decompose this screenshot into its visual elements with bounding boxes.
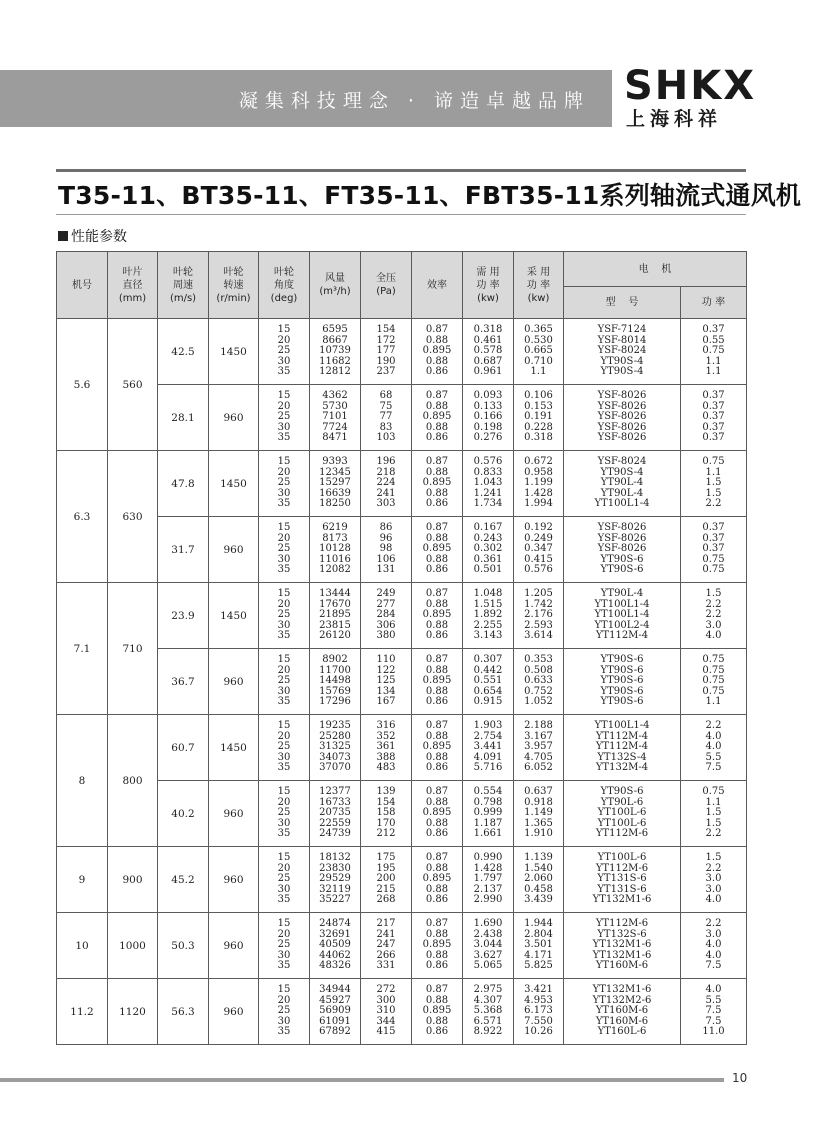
cell-angles: 15 20 25 30 35 <box>259 583 310 649</box>
cell-required-power: 0.990 1.428 1.797 2.137 2.990 <box>463 847 514 913</box>
cell-machine-no: 9 <box>57 847 108 913</box>
header-motor: 电 机 <box>564 252 747 287</box>
cell-airflow: 8902 11700 14498 15769 17296 <box>310 649 361 715</box>
table-row <box>57 319 747 385</box>
square-bullet-icon <box>58 231 68 241</box>
cell-machine-no: 6.3 <box>57 451 108 583</box>
cell-efficiency: 0.87 0.88 0.895 0.88 0.86 <box>412 715 463 781</box>
cell-impeller-speed: 45.2 <box>158 847 209 913</box>
cell-impeller-speed: 42.5 <box>158 319 209 385</box>
cell-angles: 15 20 25 30 35 <box>259 451 310 517</box>
header-machine-no: 机号 <box>57 252 108 319</box>
table-row <box>57 583 747 649</box>
header-required-power: 需 用 功 率 (kw) <box>463 252 514 319</box>
cell-rotation: 1450 <box>209 715 259 781</box>
cell-motor-model: YSF-8026 YSF-8026 YSF-8026 YSF-8026 YSF-8026 <box>564 385 681 451</box>
cell-adopted-power: 3.421 4.953 6.173 7.550 10.26 <box>514 979 564 1045</box>
cell-adopted-power: 1.139 1.540 2.060 0.458 3.439 <box>514 847 564 913</box>
cell-angles: 15 20 25 30 35 <box>259 979 310 1045</box>
cell-pressure: 139 154 158 170 212 <box>361 781 412 847</box>
cell-pressure: 110 122 125 134 167 <box>361 649 412 715</box>
cell-efficiency: 0.87 0.88 0.895 0.88 0.86 <box>412 583 463 649</box>
table-row <box>57 517 747 583</box>
cell-blade-diameter: 1120 <box>108 979 158 1045</box>
header-slogan: 凝集科技理念 · 谛造卓越品牌 <box>238 90 590 112</box>
cell-required-power: 1.690 2.438 3.044 3.627 5.065 <box>463 913 514 979</box>
cell-angles: 15 20 25 30 35 <box>259 517 310 583</box>
header-angle: 叶轮 角度 (deg) <box>259 252 310 319</box>
header-airflow: 风量 (m³/h) <box>310 252 361 319</box>
cell-angles: 15 20 25 30 35 <box>259 913 310 979</box>
cell-adopted-power: 0.106 0.153 0.191 0.228 0.318 <box>514 385 564 451</box>
cell-blade-diameter: 1000 <box>108 913 158 979</box>
cell-efficiency: 0.87 0.88 0.895 0.88 0.86 <box>412 385 463 451</box>
cell-motor-power: 4.0 5.5 7.5 7.5 11.0 <box>681 979 747 1045</box>
cell-airflow: 6219 8173 10128 11016 12082 <box>310 517 361 583</box>
footer-rule <box>0 1078 724 1082</box>
cell-rotation: 960 <box>209 781 259 847</box>
cell-pressure: 249 277 284 306 380 <box>361 583 412 649</box>
cell-required-power: 0.167 0.243 0.302 0.361 0.501 <box>463 517 514 583</box>
cell-rotation: 960 <box>209 847 259 913</box>
header-pressure: 全压 (Pa) <box>361 252 412 319</box>
page-title: T35-11、BT35-11、FT35-11、FBT35-11系列轴流式通风机 <box>58 181 802 210</box>
cell-adopted-power: 1.205 1.742 2.176 2.593 3.614 <box>514 583 564 649</box>
cell-motor-power: 2.2 3.0 4.0 4.0 7.5 <box>681 913 747 979</box>
cell-adopted-power: 0.365 0.530 0.665 0.710 1.1 <box>514 319 564 385</box>
cell-motor-power: 1.5 2.2 3.0 3.0 4.0 <box>681 847 747 913</box>
cell-required-power: 1.048 1.515 1.892 2.255 3.143 <box>463 583 514 649</box>
cell-angles: 15 20 25 30 35 <box>259 319 310 385</box>
cell-adopted-power: 0.637 0.918 1.149 1.365 1.910 <box>514 781 564 847</box>
table-row <box>57 649 747 715</box>
cell-airflow: 34944 45927 56909 61091 67892 <box>310 979 361 1045</box>
cell-pressure: 217 241 247 266 331 <box>361 913 412 979</box>
section-title <box>58 226 127 246</box>
cell-machine-no: 7.1 <box>57 583 108 715</box>
cell-efficiency: 0.87 0.88 0.895 0.88 0.86 <box>412 781 463 847</box>
header-efficiency: 效率 <box>412 252 463 319</box>
cell-adopted-power: 0.672 0.958 1.199 1.428 1.994 <box>514 451 564 517</box>
cell-blade-diameter: 630 <box>108 451 158 583</box>
cell-rotation: 960 <box>209 517 259 583</box>
cell-efficiency: 0.87 0.88 0.895 0.88 0.86 <box>412 319 463 385</box>
cell-angles: 15 20 25 30 35 <box>259 781 310 847</box>
cell-rotation: 1450 <box>209 583 259 649</box>
cell-rotation: 1450 <box>209 319 259 385</box>
header-impeller-speed: 叶轮 周速 (m/s) <box>158 252 209 319</box>
cell-blade-diameter: 900 <box>108 847 158 913</box>
cell-rotation: 960 <box>209 649 259 715</box>
cell-airflow: 4362 5730 7101 7724 8471 <box>310 385 361 451</box>
cell-airflow: 13444 17670 21895 23815 26120 <box>310 583 361 649</box>
cell-motor-power: 2.2 4.0 4.0 5.5 7.5 <box>681 715 747 781</box>
cell-impeller-speed: 47.8 <box>158 451 209 517</box>
cell-airflow: 6595 8667 10739 11682 12812 <box>310 319 361 385</box>
header-adopted-power: 采 用 功 率 (kw) <box>514 252 564 319</box>
cell-airflow: 9393 12345 15297 16639 18250 <box>310 451 361 517</box>
logo-wordmark: SHKX <box>624 63 757 109</box>
cell-adopted-power: 2.188 3.167 3.957 4.705 6.052 <box>514 715 564 781</box>
cell-angles: 15 20 25 30 35 <box>259 847 310 913</box>
cell-motor-power: 0.37 0.37 0.37 0.75 0.75 <box>681 517 747 583</box>
cell-efficiency: 0.87 0.88 0.895 0.88 0.86 <box>412 451 463 517</box>
cell-motor-power: 1.5 2.2 2.2 3.0 4.0 <box>681 583 747 649</box>
header-motor-model: 型 号 <box>564 287 681 319</box>
cell-pressure: 86 96 98 106 131 <box>361 517 412 583</box>
cell-pressure: 316 352 361 388 483 <box>361 715 412 781</box>
performance-table <box>56 251 747 1045</box>
cell-required-power: 0.554 0.798 0.999 1.187 1.661 <box>463 781 514 847</box>
cell-airflow: 24874 32691 40509 44062 48326 <box>310 913 361 979</box>
cell-motor-model: YT90S-6 YT90L-6 YT100L-6 YT100L-6 YT112M-6 <box>564 781 681 847</box>
cell-motor-power: 0.75 0.75 0.75 0.75 1.1 <box>681 649 747 715</box>
cell-motor-model: YT100L1-4 YT112M-4 YT112M-4 YT132S-4 YT132M-4 <box>564 715 681 781</box>
cell-pressure: 175 195 200 215 268 <box>361 847 412 913</box>
cell-required-power: 0.093 0.133 0.166 0.198 0.276 <box>463 385 514 451</box>
cell-airflow: 18132 23830 29529 32119 35227 <box>310 847 361 913</box>
cell-rotation: 960 <box>209 913 259 979</box>
cell-impeller-speed: 60.7 <box>158 715 209 781</box>
cell-impeller-speed: 56.3 <box>158 979 209 1045</box>
header-rotation: 叶轮 转速 (r/min) <box>209 252 259 319</box>
cell-pressure: 68 75 77 83 103 <box>361 385 412 451</box>
cell-required-power: 0.318 0.461 0.578 0.687 0.961 <box>463 319 514 385</box>
cell-blade-diameter: 800 <box>108 715 158 847</box>
cell-motor-model: YSF-8026 YSF-8026 YSF-8026 YT90S-6 YT90S-6 <box>564 517 681 583</box>
logo-chinese-name: 上海科祥 <box>626 108 723 130</box>
cell-motor-power: 0.37 0.55 0.75 1.1 1.1 <box>681 319 747 385</box>
cell-efficiency: 0.87 0.88 0.895 0.88 0.86 <box>412 913 463 979</box>
cell-adopted-power: 1.944 2.804 3.501 4.171 5.825 <box>514 913 564 979</box>
cell-machine-no: 5.6 <box>57 319 108 451</box>
cell-airflow: 19235 25280 31325 34073 37070 <box>310 715 361 781</box>
table-row <box>57 451 747 517</box>
cell-required-power: 0.576 0.833 1.043 1.241 1.734 <box>463 451 514 517</box>
cell-efficiency: 0.87 0.88 0.895 0.88 0.86 <box>412 979 463 1045</box>
cell-required-power: 0.307 0.442 0.551 0.654 0.915 <box>463 649 514 715</box>
cell-motor-model: YSF-7124 YSF-8014 YSF-8024 YT90S-4 YT90S-4 <box>564 319 681 385</box>
cell-rotation: 960 <box>209 979 259 1045</box>
company-logo <box>624 63 784 130</box>
header-blade-diameter: 叶片 直径 (mm) <box>108 252 158 319</box>
section-title-text: 性能参数 <box>71 229 127 245</box>
table-row <box>57 979 747 1045</box>
table-row <box>57 913 747 979</box>
cell-motor-power: 0.75 1.1 1.5 1.5 2.2 <box>681 451 747 517</box>
table-row <box>57 781 747 847</box>
cell-motor-model: YT90S-6 YT90S-6 YT90S-6 YT90S-6 YT90S-6 <box>564 649 681 715</box>
cell-airflow: 12377 16733 20735 22559 24739 <box>310 781 361 847</box>
cell-impeller-speed: 23.9 <box>158 583 209 649</box>
table-row <box>57 715 747 781</box>
cell-blade-diameter: 560 <box>108 319 158 451</box>
cell-impeller-speed: 40.2 <box>158 781 209 847</box>
cell-blade-diameter: 710 <box>108 583 158 715</box>
cell-motor-power: 0.37 0.37 0.37 0.37 0.37 <box>681 385 747 451</box>
cell-motor-model: YT100L-6 YT112M-6 YT131S-6 YT131S-6 YT132M1-6 <box>564 847 681 913</box>
cell-motor-model: YSF-8024 YT90S-4 YT90L-4 YT90L-4 YT100L1-4 <box>564 451 681 517</box>
table-row <box>57 385 747 451</box>
cell-motor-model: YT132M1-6 YT132M2-6 YT160M-6 YT160M-6 YT160L-6 <box>564 979 681 1045</box>
page-number: 10 <box>732 1071 748 1085</box>
cell-impeller-speed: 50.3 <box>158 913 209 979</box>
cell-impeller-speed: 36.7 <box>158 649 209 715</box>
cell-rotation: 1450 <box>209 451 259 517</box>
cell-pressure: 196 218 224 241 303 <box>361 451 412 517</box>
table-row <box>57 847 747 913</box>
cell-motor-model: YT112M-6 YT132S-6 YT132M1-6 YT132M1-6 YT160M-6 <box>564 913 681 979</box>
cell-impeller-speed: 31.7 <box>158 517 209 583</box>
cell-pressure: 272 300 310 344 415 <box>361 979 412 1045</box>
cell-efficiency: 0.87 0.88 0.895 0.88 0.86 <box>412 847 463 913</box>
cell-pressure: 154 172 177 190 237 <box>361 319 412 385</box>
cell-efficiency: 0.87 0.88 0.895 0.88 0.86 <box>412 649 463 715</box>
header-motor-power: 功 率 <box>681 287 747 319</box>
cell-required-power: 1.903 2.754 3.441 4.091 5.716 <box>463 715 514 781</box>
cell-angles: 15 20 25 30 35 <box>259 649 310 715</box>
cell-rotation: 960 <box>209 385 259 451</box>
cell-angles: 15 20 25 30 35 <box>259 715 310 781</box>
header-band <box>0 70 612 127</box>
cell-efficiency: 0.87 0.88 0.895 0.88 0.86 <box>412 517 463 583</box>
cell-impeller-speed: 28.1 <box>158 385 209 451</box>
cell-adopted-power: 0.353 0.508 0.633 0.752 1.052 <box>514 649 564 715</box>
cell-machine-no: 11.2 <box>57 979 108 1045</box>
cell-motor-power: 0.75 1.1 1.5 1.5 2.2 <box>681 781 747 847</box>
performance-table-body <box>57 319 747 1045</box>
cell-angles: 15 20 25 30 35 <box>259 385 310 451</box>
title-rule-top <box>56 169 746 172</box>
cell-required-power: 2.975 4.307 5.368 6.571 8.922 <box>463 979 514 1045</box>
title-rule-bottom <box>56 214 746 215</box>
cell-machine-no: 10 <box>57 913 108 979</box>
cell-adopted-power: 0.192 0.249 0.347 0.415 0.576 <box>514 517 564 583</box>
cell-machine-no: 8 <box>57 715 108 847</box>
cell-motor-model: YT90L-4 YT100L1-4 YT100L1-4 YT100L2-4 YT112M-4 <box>564 583 681 649</box>
